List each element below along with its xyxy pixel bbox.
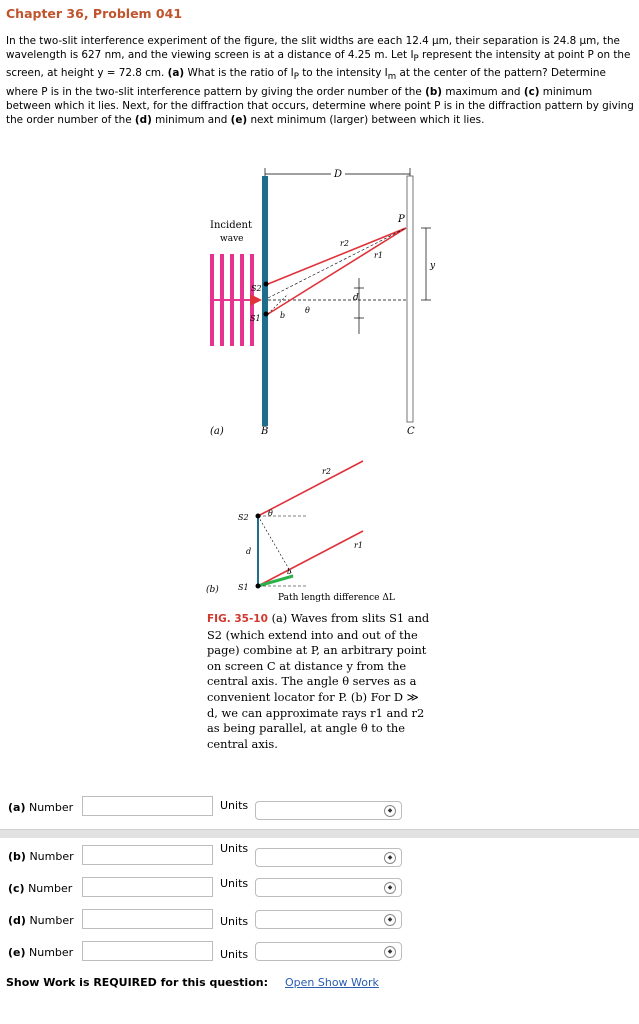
question-row-e: (e) Number Units ◆	[0, 941, 639, 965]
open-show-work-link[interactable]: Open Show Work	[285, 976, 379, 989]
caption-fig-number: FIG. 35-10	[207, 613, 268, 625]
label-S2-b: S2	[238, 513, 249, 522]
problem-statement: In the two-slit interference experiment of the figure, the slit widths are each 12.4 μm, their separation is 24.8 μm, the wavelength is 627 nm, and the viewing screen is at a distance of 4.25 m. Let $I_P$ represent the intensity at point P on the screen, at height y = 72.8 cm. (a) What is the ratio of $I_P$ to the intensity $I_m$ at the center of the pattern? Determine where P is in the two-slit interference pattern by giving the order number of the (b) maximum and (c) minimum between which it lies. Next, for the diffraction that occurs, determine where point P is in the diffraction pattern by giving the order number of the (d) minimum and (e) next minimum (larger) between which it lies.	[6, 35, 634, 127]
units-label: Units	[220, 877, 249, 890]
answer-d-number-input[interactable]	[82, 909, 213, 929]
chevron-updown-icon: ◆	[384, 882, 396, 894]
answer-e-units-select[interactable]	[255, 942, 402, 961]
label-P: P	[398, 214, 405, 225]
label-S1-b: S1	[238, 583, 249, 592]
label-r2: r2	[340, 239, 349, 248]
label-b: b	[280, 311, 286, 320]
label-C: C	[407, 426, 415, 437]
label-d-b: d	[246, 547, 252, 556]
caption-text: (a) Waves from slits S1 and S2 (which extend into and out of the page) combine at P, an arbitrary point on screen C at distance y from the central axis. The angle θ serves as a convenient locator for P. (b) For D ≫ d, we can approximate rays r1 and r2 as being parallel, at angle θ to the central axis.	[207, 611, 430, 751]
label-d: d	[353, 293, 359, 303]
label-S2: S2	[251, 284, 262, 293]
question-row-c: (c) Number Units ◆	[0, 877, 639, 901]
label-a: (a)	[210, 426, 224, 437]
figure-caption	[207, 611, 432, 752]
label-theta: θ	[305, 306, 310, 315]
units-label: Units	[220, 948, 249, 961]
question-row-a: (a) Number Units ◆	[0, 796, 639, 820]
label-b-small: b	[287, 568, 292, 576]
answer-b-number-input[interactable]	[82, 845, 213, 865]
answer-e-number-input[interactable]	[82, 941, 213, 961]
units-label: Units	[220, 842, 249, 855]
label-theta-b: θ	[268, 509, 273, 518]
two-slit-figure	[198, 158, 448, 608]
screen-C	[407, 176, 413, 422]
section-divider	[0, 829, 639, 838]
answer-c-number-input[interactable]	[82, 877, 213, 897]
show-work-label: Show Work is REQUIRED for this question:	[6, 976, 268, 989]
chevron-updown-icon: ◆	[384, 852, 396, 864]
barrier-B	[262, 176, 268, 426]
answer-a-units-select[interactable]	[255, 801, 402, 820]
label-b-part: (b)	[206, 585, 219, 595]
label-S1: S1	[250, 314, 261, 323]
label-r1: r1	[374, 251, 383, 260]
problem-title: Chapter 36, Problem 041	[6, 6, 183, 21]
chevron-updown-icon: ◆	[384, 914, 396, 926]
answer-d-units-select[interactable]	[255, 910, 402, 929]
label-r2-b: r2	[322, 467, 331, 476]
units-label: Units	[220, 915, 249, 928]
label-r1-b: r1	[354, 541, 363, 550]
label-incident: Incident	[210, 220, 252, 231]
label-D: D	[334, 169, 343, 180]
label-B: B	[261, 426, 269, 437]
label-y: y	[430, 261, 436, 271]
units-label: Units	[220, 799, 249, 812]
answer-c-units-select[interactable]	[255, 878, 402, 897]
question-row-b: (b) Number Units ◆	[0, 845, 639, 869]
answer-b-units-select[interactable]	[255, 848, 402, 867]
answer-a-number-input[interactable]	[82, 796, 213, 816]
chevron-updown-icon: ◆	[384, 805, 396, 817]
label-wave: wave	[220, 234, 244, 244]
question-row-d: (d) Number Units ◆	[0, 909, 639, 933]
chevron-updown-icon: ◆	[384, 946, 396, 958]
label-path-difference: Path length difference ΔL	[278, 593, 395, 603]
